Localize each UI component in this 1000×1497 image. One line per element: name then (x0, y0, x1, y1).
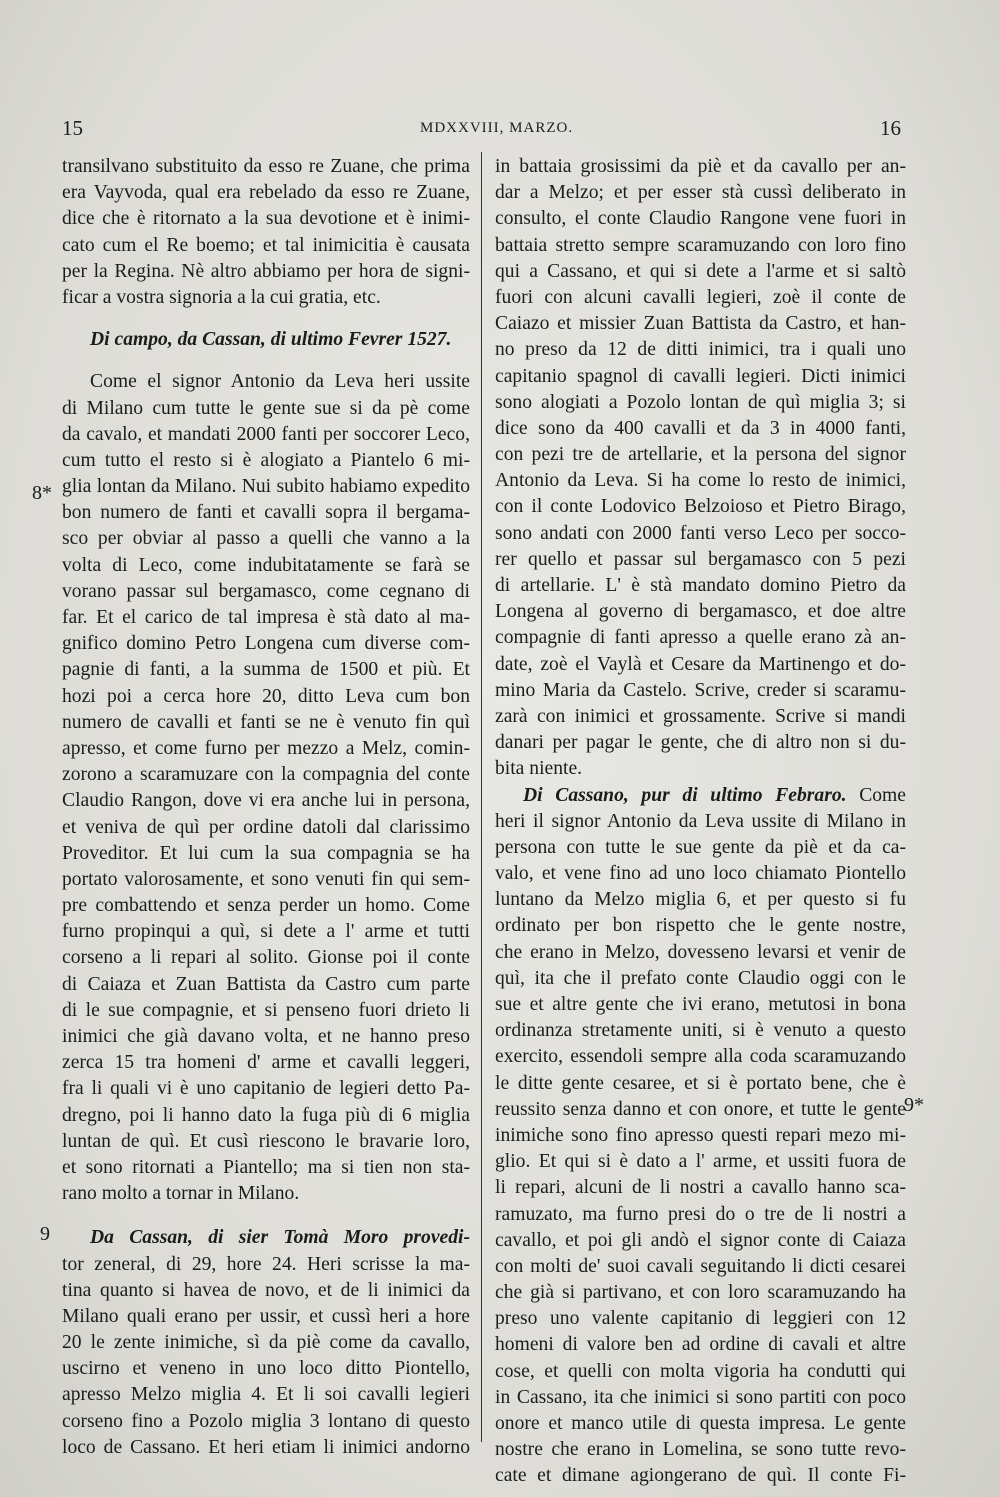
text-line: ficar a vostra signoria a la cui gratia, etc. (62, 286, 381, 308)
paragraph-gap (62, 1207, 470, 1225)
text-line: tina quanto si havea de novo, et de li inimici da (62, 1279, 470, 1301)
text-line: danari per pagar le gente, che di altro non si du- (495, 732, 906, 754)
text-line: valo, et vene fino ad uno loco chiamato Piontello (495, 863, 906, 885)
text-line: di Caiaza et Zuan Battista da Castro cum parte (62, 973, 470, 995)
text-line: sono andati con 2000 fanti verso Leco per socco- (495, 522, 906, 544)
text-line: sono alogiati a Pozolo lontan de quì miglia 3; si (495, 391, 906, 413)
text-line: in Cassano, ita che inimici si sono partiti con poco (495, 1386, 906, 1408)
text-line: Longena al governo di bergamasco, et doe altre (495, 601, 906, 623)
left-column (62, 154, 470, 1461)
text-line: di artellarie. L' è stà mandato domino Pietro da (495, 575, 906, 596)
text-line: di Milano cum tutte le gente sue si da pè come (62, 397, 470, 419)
running-header: MDXXVIII, MARZO. (420, 120, 574, 136)
text-line: loco de Cassano. Et heri etiam li inimici andorno (62, 1436, 470, 1458)
text-line: fuori con alcuni cavalli legieri, zoè il conte de (495, 286, 906, 308)
text-line: era Vayvoda, qual era rebelado da esso re Zuane, (62, 182, 470, 204)
text-line: con molti de' suoi cavali seguitando li dicti cesarei (495, 1255, 906, 1277)
text-line: le ditte gente cesaree, et si è portato bene, che è (495, 1072, 906, 1094)
text-line: cate et dimane agiongerano de quì. Il conte Fi- (495, 1465, 906, 1487)
text-line: fra li quali vi è uno capitanio de legieri detto Pa- (62, 1078, 470, 1100)
text-line: qui a Cassano, et qui si dete a l'arme et si saltò (495, 260, 906, 282)
text-line: onore et manco utile di questa impresa. Le gente (495, 1413, 906, 1434)
text-line: consulto, el conte Claudio Rangone vene fuori in (495, 208, 906, 230)
text-line: furno propinqui a quì, si dete a l' arme et tutti (62, 921, 470, 943)
text-line: di le sue compagnie, et si penseno fuori drieto li (62, 999, 470, 1021)
text-line: homeni di valore ben ad ordine di cavali et altre (495, 1334, 906, 1356)
text-line: da cavalo, et mandati 2000 fanti per soccorer Leco, (62, 423, 470, 445)
text-line: ordinato per bon rispetto che le gente nostre, (495, 915, 906, 937)
text-line: che già si partivano, et con loro scaramuzando ha (495, 1282, 906, 1304)
text-line: corseno fino a Pozolo miglia 3 lontano di questo (62, 1410, 470, 1432)
text-line: persona con tutte le sue gente da piè et da ca- (495, 836, 906, 858)
text-line: et sono ritornati a Piantello; ma si tien non sta- (62, 1156, 470, 1178)
text-line: con il conte Lodovico Belzoioso et Pietro Birago, (495, 496, 906, 518)
text-line: cavallo, et poi gli andò el signor conte di Caiaza (495, 1229, 906, 1251)
text-line: apresso Melzo miglia 4. Et li soi cavalli legieri (62, 1384, 470, 1406)
text-line: per la Regina. Nè altro abbiamo per hora de signi- (62, 260, 470, 282)
text-line: capitanio spagnol di cavalli legieri. Dicti inimici (495, 365, 906, 387)
text-line: vorano passar sul bergamasco, come cegnano di (62, 580, 470, 602)
text-line: mino Maria da Castelo. Scrive, creder si scaramu- (495, 679, 906, 701)
text-line: battaia stretto sempre scaramuzando con loro fino (495, 234, 906, 256)
text-line: inimici che già davano volta, et ne hanno preso (62, 1026, 470, 1047)
text-line: numero de cavalli et fanti se ne è venuto fin quì (62, 711, 470, 733)
text-line: Di campo, da Cassan, di ultimo Fevrer 1527. (90, 329, 452, 351)
text-line: corseno a li repari al solito. Gionse poi il conte (62, 947, 470, 969)
text-line: apresso, et come furno per mezzo a Melz, comin- (62, 737, 470, 759)
column-divider (481, 152, 482, 1442)
right-page-number: 16 (880, 116, 901, 140)
text-line: glio. Et qui si è dato a l' arme, et ussiti fuora de (495, 1151, 906, 1173)
text-line: dar a Melzo; et per esser stà cussì deliberato in (495, 182, 906, 204)
text-line: no preso da 12 de ditti inimici, tra i quali uno (495, 339, 906, 361)
margin-note: 9* (904, 1094, 924, 1116)
left-page-number: 15 (62, 116, 83, 140)
text-line: bita niente. (495, 758, 583, 780)
text-line: preso uno valente capitanio di leggieri con 12 (495, 1308, 906, 1330)
text-line: uscirno et veneno in uno loco ditto Piontello, (62, 1358, 470, 1380)
text-line: che erano in Melzo, dovesseno levarsi et venir de (495, 941, 906, 963)
text-line: rano molto a tornar in Milano. (62, 1183, 300, 1205)
text-line: Proveditor. Et lui cum la sua compagnia se ha (62, 842, 470, 864)
text-line: li repari, alcuni de li nostri a cavallo hanno sca- (495, 1177, 906, 1199)
text-line: volta di Leco, come indubitatamente se farà se (62, 554, 470, 576)
text-line: et veniva de quì per ordine datoli dal clarissimo (62, 816, 470, 838)
text-line: far. Et el carico de tal impresa è stà dato al ma- (62, 607, 470, 628)
text-line: ordinanza stretamente uniti, si è venuto a questo (495, 1020, 906, 1042)
paragraph-gap (62, 353, 470, 369)
text-line: exercito, essendoli sempre alla coda scaramuzando (495, 1046, 906, 1068)
text-line: glia lontan da Milano. Nui subito habiamo expedito (62, 476, 470, 498)
text-line: transilvano substituito da esso re Zuane, che prima (62, 156, 470, 177)
text-line: portato valorosamente, et sono venuti fin qui sem- (62, 868, 470, 890)
text-line: gnifico domino Petro Longena cum diverse com- (62, 633, 470, 655)
text-line: sue et altre gente che ivi erano, metutosi in bona (495, 994, 906, 1015)
text-line: reussito senza danno et con onore, et tutte le gente (495, 1098, 906, 1120)
margin-note: 9 (40, 1223, 50, 1245)
text-line: zarà con inimici et grossamente. Scrive si mandi (495, 705, 906, 727)
text-line: Di Cassano, pur di ultimo Febraro. Come (523, 784, 906, 806)
text-line: rer quello et passar sul bergamasco con 5 pezi (495, 548, 906, 570)
text-line: Caiazo et missier Zuan Battista da Castro, et han- (495, 313, 906, 335)
margin-note: 8* (32, 482, 52, 504)
right-column (495, 154, 906, 1490)
text-line: zerca 15 tra homeni d' arme et cavalli leggeri, (62, 1052, 470, 1074)
text-line: dice sono da 400 cavalli et da 3 in 4000 fanti, (495, 417, 906, 439)
text-line: cato cum el Re boemo; et tal inimicitia è causata (62, 234, 470, 256)
text-line: inimiche sono fino apresso questi repari mezo mi- (495, 1124, 906, 1146)
text-line: in battaia grosissimi da piè et da cavallo per an- (495, 156, 906, 177)
text-line: tor zeneral, di 29, hore 24. Heri scrisse la ma- (62, 1253, 470, 1275)
text-line: dregno, poi li hanno dato la fuga più di 6 miglia (62, 1104, 470, 1126)
text-line: 20 le zente inimiche, sì da piè come da cavallo, (62, 1332, 470, 1354)
text-line: cum tutto el resto si è alogiato a Piantelo 6 mi- (62, 449, 470, 471)
text-line: bon numero de fanti et cavalli sopra il bergama- (62, 502, 470, 524)
text-line: Claudio Rangon, dove vi era anche lui in persona, (62, 790, 470, 812)
text-line: pre combattendo et senza perder un homo. Come (62, 895, 470, 917)
paragraph-gap (62, 311, 470, 327)
text-line: heri il signor Antonio da Leva ussite di Milano in (495, 810, 906, 832)
text-line: dice che è ritornato a la sua devotione et è inimi- (62, 208, 470, 230)
text-line: Da Cassan, di sier Tomà Moro provedi- (90, 1227, 470, 1249)
text-line: ramuzato, ma furno presi do o tre de li nostri a (495, 1203, 906, 1225)
text-line: hozi poi a cerca hore 20, ditto Leva cum bon (62, 685, 470, 707)
text-line: compagnie di fanti apresso a quelle erano zà an- (495, 627, 906, 649)
text-line: luntan de quì. Et cusì riescono le bravarie loro, (62, 1130, 470, 1152)
text-line: Antonio da Leva. Si ha come lo resto de inimici, (495, 470, 906, 492)
text-line: pagnie di fanti, a la summa de 1500 et più. Et (62, 659, 470, 681)
text-line: Come el signor Antonio da Leva heri ussite (90, 371, 470, 393)
text-line: cose, et quelli con molta vigoria ha condutti qui (495, 1360, 906, 1382)
text-line: date, zoè el Vaylà et Cesare da Martinengo et do- (495, 653, 906, 675)
text-line: luntano da Melzo miglia 6, et per questo si fu (495, 889, 906, 911)
text-line: nostre che erano in Lomelina, se sono tutte revo- (495, 1439, 906, 1461)
text-line: sco per obviar al passo a quelli che vanno a la (62, 528, 470, 550)
text-line: quì, ita che il prefato conte Claudio oggi con le (495, 967, 906, 989)
text-line: Milano quali erano per ussir, et cussì heri a hore (62, 1305, 470, 1327)
text-line: zorono a scaramuzare con la compagnia del conte (62, 764, 470, 786)
text-line: con pezi tre de artellarie, et la persona del signor (495, 444, 906, 466)
